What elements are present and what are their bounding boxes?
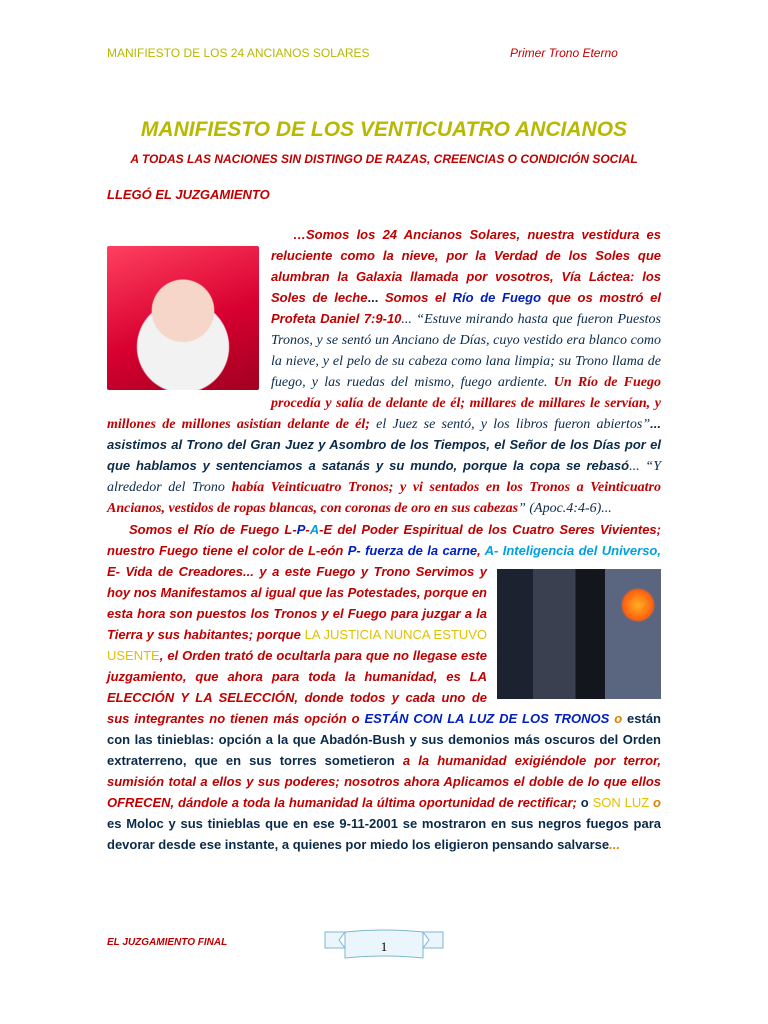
p1-quote-3: el Juez se sentó, y los libros fueron abiertos” (369, 417, 651, 432)
p2-text-2: del Poder Espiritual de los Cuatro Seres Vivientes; nuestro Fuego tiene el color de L-eón (107, 522, 661, 558)
p1-text-5: que os mostró el Profeta Daniel 7:9-10 (271, 290, 661, 326)
paragraph-1 (107, 224, 661, 518)
towers-image (497, 569, 661, 699)
p2-letter-l: L (284, 522, 293, 537)
p1-quote-1: ... “Estuve mirando hasta que fueron Puestos Tronos, y se sentó un Anciano de Días, cuyo vestido era blanco como la nieve, y el pelo de su cabeza como lana limpia; su Trono llama de fuego, y las ruedas del mismo, fuego ardiente. (271, 312, 661, 390)
p2-letter-a: A (309, 522, 320, 537)
running-header-title: MANIFIESTO DE LOS 24 ANCIANOS SOLARES (107, 46, 370, 60)
p2-text-16: o (649, 795, 661, 810)
p2-dash-2: - (305, 522, 310, 537)
p1-quote-4: ... “Y alrededor del Trono (107, 459, 661, 495)
footer-title: EL JUZGAMIENTO FINAL (107, 937, 228, 948)
p2-text-15: SON LUZ (592, 795, 650, 810)
running-header-subtitle: Primer Trono Eterno (510, 46, 618, 60)
p2-text-5: A- Inteligencia del Universo, (484, 543, 661, 558)
p2-dash-1: - (292, 522, 297, 537)
p2-text-11: o (609, 711, 623, 726)
p2-text-6: E- Vida de Creadores (107, 564, 243, 579)
p2-dash-3: - (319, 522, 324, 537)
elder-portrait-image (107, 246, 259, 390)
p2-text-8: LA JUSTICIA NUNCA ESTUVO USENTE (107, 627, 488, 663)
p1-text-3: Somos el (378, 290, 453, 305)
p2-letter-p: P (296, 522, 306, 537)
document-subtitle: A TODAS LAS NACIONES SIN DISTINGO DE RAZAS, CREENCIAS O CONDICIÓN SOCIAL (130, 152, 638, 166)
p1-quote-6: ” (Apoc.4:4-6)... (518, 501, 612, 516)
p2-text-12: están con las tinieblas: opción a la que Abadón-Bush y sus demonios más oscuros del Orden extraterreno, que en sus torres sometieron (107, 711, 661, 768)
p2-text-7: ... y a este Fuego y Trono Servimos y hoy nos Manifestamos al igual que las Potestades, porque en esta hora son puestos los Tronos y el Fuego para juzgar a la Tierra y sus habitantes; porque (107, 564, 487, 642)
p1-quote-2: Un Río de Fuego procedía y salía de delante de él; millares de millares le servían, y millones de millones asistían delante de él; (107, 375, 661, 432)
p1-quote-5: había Veinticuatro Tronos; y vi sentados en los Tronos a Veinticuatro Ancianos, vestidos de ropas blancas, con coronas de oro en sus cabezas (107, 480, 661, 516)
p2-text-3: P- fuerza de la carne (347, 543, 478, 558)
document-title: MANIFIESTO DE LOS VENTICUATRO ANCIANOS (140, 118, 628, 141)
p2-text-1: Somos el Río de Fuego (129, 522, 285, 537)
p1-text-6: ... asistimos al Trono del Gran Juez y Asombro de los Tiempos, el Señor de los Días por el que hablamos y sentenciamos a satanás y su mundo, porque la copa se rebasó (107, 416, 661, 473)
p2-text-18: ... (609, 837, 620, 852)
p1-text-4: Río de Fuego (452, 290, 542, 305)
p2-text-17: es Moloc y sus tinieblas que en ese 9-11-2001 se mostraron en sus negros fuegos para devorar desde ese instante, a quienes por miedo los eligieron pensando salvarse (107, 816, 661, 852)
page-number: 1 (380, 939, 388, 954)
section-heading: LLEGÓ EL JUZGAMIENTO (107, 187, 270, 202)
p1-text-2: ... (367, 290, 379, 305)
paragraph-2 (107, 519, 661, 855)
p2-text-9: , el Orden trató de ocultarla para que no llegase este juzgamiento, que ahora para toda la humanidad, es LA ELECCIÓN Y LA SELECCIÓN, donde todos y cada uno de sus integrantes no tienen más opción o (107, 648, 487, 726)
p2-text-13: a la humanidad exigiéndole por terror, sumisión total a ellos y sus poderes; nosotros ahora Aplicamos el doble de lo que ellos OFRECEN, dándole a toda la humanidad la última oportunidad de rectificar; (107, 753, 661, 810)
p2-text-4: , (477, 543, 485, 558)
p2-text-10: ESTÁN CON LA LUZ DE LOS TRONOS (364, 711, 610, 726)
p1-text-1: …Somos los 24 Ancianos Solares, nuestra vestidura es reluciente como la nieve, por la Verdad de los Soles que alumbran la Galaxia llamada por vosotros, Vía Láctea: los Soles de leche (271, 227, 661, 305)
p2-letter-e: E (323, 522, 333, 537)
p2-text-14: o (576, 795, 593, 810)
